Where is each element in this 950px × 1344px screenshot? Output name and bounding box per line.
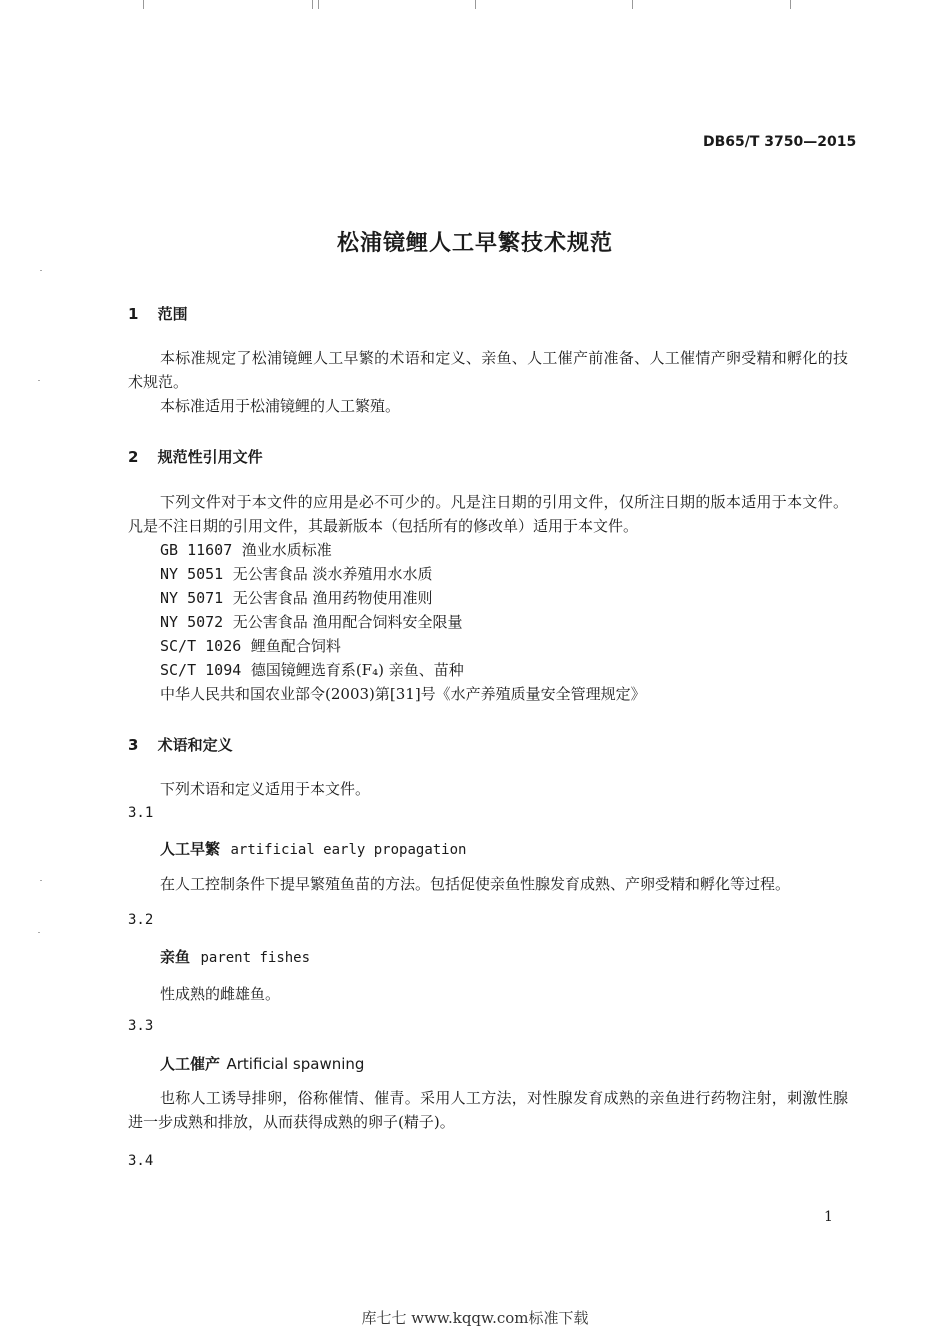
term-definition: 在人工控制条件下提早繁殖鱼苗的方法。包括促使亲鱼性腺发育成熟、产卵受精和孵化等过程。: [160, 875, 791, 893]
section-1-heading: [128, 303, 188, 324]
section-2-paragraph-1: 下列文件对于本文件的应用是必不可少的。凡是注日期的引用文件，仅所注日期的版本适用于本文件。凡是不注日期的引用文件，其最新版本（包括所有的修改单）适用于本文件。: [128, 493, 848, 535]
section-number: 3: [128, 736, 139, 754]
scan-speck: [38, 932, 40, 933]
term-definition: 也称人工诱导排卵，俗称催情、催青。采用人工方法，对性腺发育成熟的亲鱼进行药物注射，刺激性腺进一步成熟和排放，从而获得成熟的卵子(精子)。: [128, 1089, 848, 1131]
clause-number: 3.2: [128, 912, 154, 928]
scan-speck: [40, 270, 42, 271]
scan-speck: [40, 880, 42, 881]
reference-item: SC/T 1026 鲤鱼配合饲料: [160, 637, 341, 655]
term-entry: [160, 838, 466, 859]
section-title: 规范性引用文件: [157, 448, 263, 466]
section-1-paragraph-1: 本标准规定了松浦镜鲤人工早繁的术语和定义、亲鱼、人工催产前准备、人工催情产卵受精和孵化的技术规范。: [128, 349, 848, 391]
reference-item: NY 5072 无公害食品 渔用配合饲料安全限量: [160, 613, 463, 631]
term-zh: 人工催产: [160, 1055, 221, 1073]
section-title: 范围: [157, 305, 188, 323]
term-entry: [160, 946, 310, 967]
scan-speck: [38, 380, 40, 381]
section-number: 1: [128, 305, 139, 323]
standard-code: DB65/T 3750—2015: [703, 134, 857, 150]
clause-number: 3.1: [128, 805, 154, 821]
reference-item: GB 11607 渔业水质标准: [160, 541, 332, 559]
term-zh: 人工早繁: [160, 840, 221, 858]
term-entry: [160, 1053, 364, 1074]
term-en: Artificial spawning: [226, 1055, 365, 1073]
section-2-heading: [128, 446, 263, 467]
section-3-intro: 下列术语和定义适用于本文件。: [160, 780, 371, 798]
section-title: 术语和定义: [157, 736, 233, 754]
reference-item: NY 5071 无公害食品 渔用药物使用准则: [160, 589, 433, 607]
clause-number: 3.4: [128, 1153, 154, 1169]
reference-item: SC/T 1094 德国镜鲤选育系(F₄) 亲鱼、苗种: [160, 661, 464, 679]
page-title: 松浦镜鲤人工早繁技术规范: [336, 231, 613, 256]
term-en: artificial early propagation: [230, 842, 467, 858]
scan-edge-marks: [0, 0, 950, 10]
section-3-heading: [128, 734, 233, 755]
watermark-footer: 库七七 www.kqqw.com标准下载: [361, 1309, 589, 1327]
reference-item-ministry-order: 中华人民共和国农业部令(2003)第[31]号《水产养殖质量安全管理规定》: [160, 685, 646, 703]
page-number: 1: [824, 1209, 833, 1225]
term-definition: 性成熟的雌雄鱼。: [160, 985, 281, 1003]
term-zh: 亲鱼: [160, 948, 191, 966]
reference-item: NY 5051 无公害食品 淡水养殖用水水质: [160, 565, 433, 583]
clause-number: 3.3: [128, 1018, 154, 1034]
term-en: parent fishes: [200, 950, 311, 966]
section-1-paragraph-2: 本标准适用于松浦镜鲤的人工繁殖。: [160, 397, 401, 415]
section-number: 2: [128, 448, 139, 466]
